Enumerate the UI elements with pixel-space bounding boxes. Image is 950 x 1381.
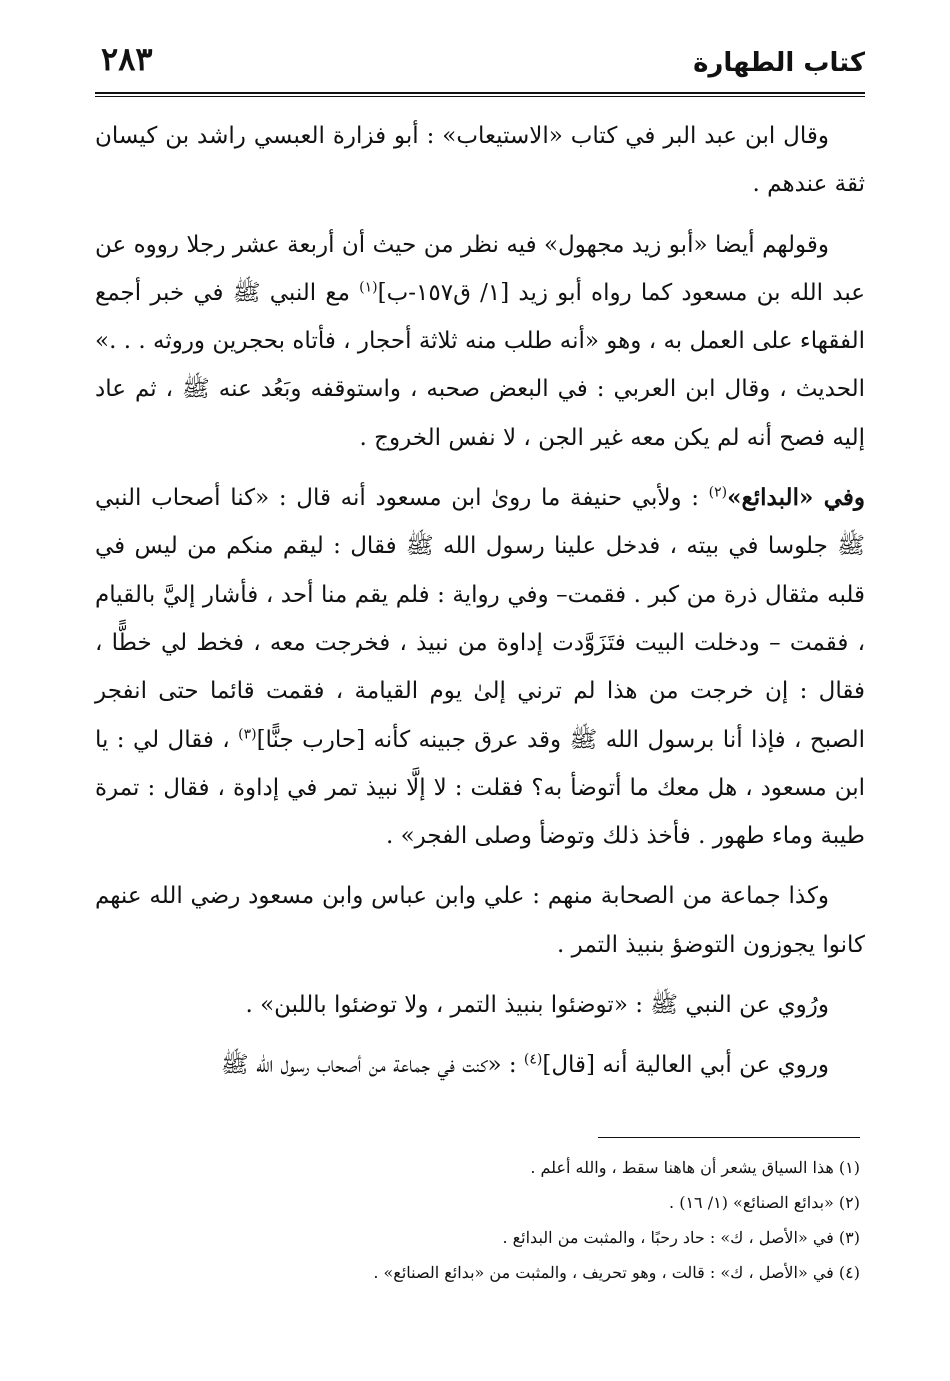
chapter-title: كتاب الطهارة bbox=[693, 48, 865, 78]
paragraph-3-text-a: : ولأبي حنيفة ما روىٰ ابن مسعود أنه قال : «كنا أصحاب النبي ﷺ جلوسا في بيته ، فدخل علينا رسول الله ﷺ فقال : ليقم منكم من ليس في قلبه مثقال ذرة من كبر . فقمت– وفي رواية : فلم يقم منا أحد ، فأشار إليَّ بالقيام ، فقمت – ودخلت البيت فتَزَوَّدت إداوة من نبيذ ، فخرجت معه ، فخط لي خطًّا ، فقال : إن خرجت من هذا لم ترني إلىٰ يوم القيامة ، فقمت قائما حتى انفجر الصبح ، فإذا أنا برسول الله ﷺ وقد عرق جبينه كأنه [حارب جنًّا] bbox=[95, 485, 865, 753]
paragraph-6 bbox=[95, 1041, 865, 1089]
page-header bbox=[95, 40, 865, 90]
paragraph-2 bbox=[95, 221, 865, 462]
footnote-separator bbox=[598, 1137, 860, 1138]
paragraph-6-text-a: وروي عن أبي العالية أنه [قال] bbox=[542, 1052, 829, 1079]
paragraph-2-text-b: مع النبي ﷺ في خبر أجمع الفقهاء على العمل به ، وهو «أنه طلب منه ثلاثة أحجار ، فأتاه بحجرين وروثه . . .» الحديث ، وقال ابن العربي : في البعض صحبه ، واستوقفه وبَعُد عنه ﷺ ، ثم عاد إليه فصح أنه لم يكن معه غير الجن ، لا نفس الخروج . bbox=[95, 279, 865, 451]
footnote-ref-4[interactable]: (٤) bbox=[523, 1051, 543, 1068]
paragraph-4: وكذا جماعة من الصحابة منهم : علي وابن عباس وابن مسعود رضي الله عنهم كانوا يجوزون التوضؤ بنبيذ التمر . bbox=[95, 883, 865, 958]
footnote-3: (٣) في «الأصل ، ك» : حاد رحبًا ، والمثبت من البدائع . bbox=[502, 1228, 860, 1247]
footnote-4: (٤) في «الأصل ، ك» : قالت ، وهو تحريف ، والمثبت من «بدائع الصنائع» . bbox=[373, 1263, 860, 1282]
header-divider bbox=[95, 92, 865, 97]
paragraph-3-text-b: ، فقال لي : يا ابن مسعود ، هل معك ما أتوضأ به؟ فقلت : لا إلَّا نبيذ تمر في إداوة ، فقال : تمرة طيبة وماء طهور . فأخذ ذلك وتوضأ وصلى الفجر» . bbox=[95, 726, 865, 850]
paragraph-3-lead: وفي «البدائع» bbox=[727, 484, 865, 512]
footnote-1: (١) هذا السياق يشعر أن هاهنا سقط ، والله أعلم . bbox=[530, 1158, 860, 1177]
paragraph-3 bbox=[95, 474, 865, 860]
footnote-ref-3[interactable]: (٣) bbox=[238, 725, 257, 742]
footnote-ref-2[interactable]: (٢) bbox=[708, 484, 728, 501]
footnotes bbox=[95, 1150, 860, 1290]
paragraph-1: وقال ابن عبد البر في كتاب «الاستيعاب» : أبو فزارة العبسي راشد بن كيسان ثقة عندهم . bbox=[95, 123, 865, 198]
paragraph-2-text-a: وقولهم أيضا «أبو زيد مجهول» فيه نظر من حيث أن أربعة عشر رجلا رووه عن عبد الله بن مسعود كما رواه أبو زيد [١/ ق١٥٧-ب] bbox=[95, 231, 865, 306]
page-number: ٢٨٣ bbox=[101, 40, 153, 78]
paragraph-6-text-b: : «كنت في جماعة من أصحاب رسول الله ﷺ bbox=[220, 1052, 524, 1079]
paragraph-5: ورُوي عن النبي ﷺ : «توضئوا بنبيذ التمر ، ولا توضئوا باللبن» . bbox=[245, 992, 829, 1019]
main-text bbox=[95, 112, 865, 1102]
footnote-ref-1[interactable]: (١) bbox=[359, 279, 378, 296]
footnote-2: (٢) «بدائع الصنائع» (١/ ١٦) . bbox=[669, 1193, 860, 1212]
